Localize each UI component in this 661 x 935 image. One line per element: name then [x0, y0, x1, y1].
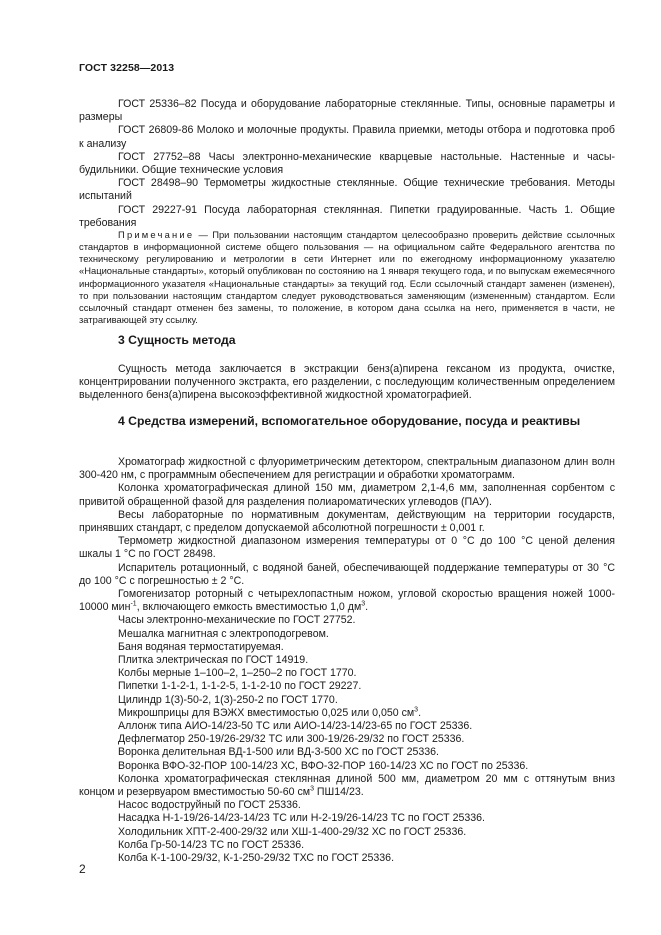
note-text: — При пользовании настоящим стандартом целесообразно проверить действие ссылочных стандартов в информационной системе общего пользования — на официальном сайте Федерального агентства по техническому регулированию и метрологии в сети Интернет или по ежегодному информационному указателю «Национальные стандарты», который опубликован по состоянию на 1 января текущего года, и по выпускам ежемесячного информационного указателя «Национальные стандарты» за текущий год. Если ссылочный стандарт заменен (изменен), то при пользовании настоящим стандартом следует руководствоваться заменяющим (измененным) стандартом. Если ссылочный стандарт отменен без замены, то положение, в котором дана ссылка на него, применяется в части, не затрагивающей эту ссылку.	[79, 229, 615, 326]
equipment-item: Колбы мерные 1–100–2, 1–250–2 по ГОСТ 1770.	[118, 667, 357, 680]
equipment-item: Испаритель ротационный, с водяной баней, обеспечивающей поддержание температуры от 30 °С до 100 °С с погрешностью ± 2 °С.	[79, 561, 615, 587]
equipment-item: Колба Гр-50-14/23 ТС по ГОСТ 25336.	[118, 838, 305, 851]
equipment-item: Холодильник ХПТ-2-400-29/32 или ХШ-1-400-29/32 ХС по ГОСТ 25336.	[118, 825, 467, 838]
reference-item: ГОСТ 25336–82 Посуда и оборудование лабораторные стеклянные. Типы, основные параметры и размеры	[79, 98, 615, 124]
reference-item: ГОСТ 29227-91 Посуда лабораторная стеклянная. Пипетки градуированные. Часть 1. Общие требования	[79, 203, 615, 229]
equipment-item: Насос водоструйный по ГОСТ 25336.	[118, 799, 301, 812]
section-3-heading: 3 Сущность метода	[118, 333, 236, 347]
equipment-item-homogenizer: Гомогенизатор роторный с четырехлопастным ножом, угловой скоростью вращения ножей 1000-10000 мин$^{-1}$, включающего емкость вместимостью 1,0 $дм^3$.	[79, 588, 615, 614]
reference-item: ГОСТ 27752–88 Часы электронно-механические кварцевые настольные. Настенные и часы-будильники. Общие технические условия	[79, 150, 615, 177]
note-paragraph	[79, 229, 615, 326]
reference-item: ГОСТ 26809-86 Молоко и молочные продукты. Правила приемки, методы отбора и подготовка проб к анализу	[79, 124, 615, 150]
equipment-item: Весы лабораторные по нормативным документам, действующим на территории государств, принявших стандарт, с пределом допускаемой абсолютной погрешности ± 0,001 г.	[79, 508, 615, 535]
equipment-item: Пипетки 1-1-2-1, 1-1-2-5, 1-1-2-10 по ГОСТ 29227.	[118, 680, 362, 693]
equipment-item: Колонка хроматографическая длиной 150 мм, диаметром 2,1-4,6 мм, заполненная сорбентом с привитой обращенной фазой для разделения полиароматических углеводов (ПАУ).	[79, 482, 615, 508]
section-3-body	[79, 363, 615, 403]
equipment-item: Цилиндр 1(3)-50-2, 1(3)-250-2 по ГОСТ 1770.	[118, 693, 338, 706]
equipment-item-microsyringe: Микрошприцы для ВЭЖХ вместимостью 0,025 или 0,050 $см^3$.	[118, 706, 422, 719]
page-number: 2	[79, 862, 86, 876]
equipment-item: Колба К-1-100-29/32, К-1-250-29/32 ТХС по ГОСТ 25336.	[118, 852, 395, 865]
page-header-standard-title: ГОСТ 32258—2013	[79, 62, 175, 74]
equipment-item: Воронка ВФО-32-ПОР 100-14/23 ХС, ВФО-32-ПОР 160-14/23 ХС по ГОСТ по 25336.	[118, 759, 529, 772]
equipment-item: Хроматограф жидкостной с флуориметрическим детектором, спектральным диапазоном длин волн 300-420 нм, с программным обеспечением для регистрации и обработки хроматограмм.	[79, 456, 615, 482]
note-block	[79, 229, 615, 326]
section-3-paragraph: Сущность метода заключается в экстракции бенз(а)пирена гексаном из продукта, очистке, концентрировании полученного экстракта, его разделении, с последующим количественным определением выделенного бенз(а)пирена высокоэффективной жидкостной хроматографией.	[79, 363, 615, 402]
equipment-item: Плитка электрическая по ГОСТ 14919.	[118, 654, 309, 667]
unit-superscript: 3	[310, 785, 314, 793]
equipment-item-glass-column: Колонка хроматографическая стеклянная длиной 500 мм, диаметром 20 мм с оттянутым вниз концом и резервуаром вместимостью 50-60 $см^3$ ПШ14/23.	[79, 772, 615, 799]
equipment-item: Аллонж типа АИО-14/23-50 ТС или АИО-14/23-14/23-65 по ГОСТ 25336.	[118, 720, 473, 733]
equipment-item: Воронка делительная ВД-1-500 или ВД-3-500 ХС по ГОСТ 25336.	[118, 746, 439, 759]
section-4-heading: 4 Средства измерений, вспомогательное оборудование, посуда и реактивы	[118, 414, 581, 428]
equipment-item: Часы электронно-механические по ГОСТ 27752.	[118, 614, 356, 627]
equipment-item: Дефлегматор 250-19/26-29/32 ТС или 300-19/26-29/32 по ГОСТ 25336.	[118, 733, 465, 746]
unit-superscript: 3	[361, 600, 366, 608]
note-label: Примечание	[118, 229, 195, 240]
section-4-body	[79, 456, 615, 865]
unit-superscript: -1	[130, 600, 137, 608]
equipment-item: Мешалка магнитная с электроподогревом.	[118, 627, 329, 640]
reference-item: ГОСТ 28498–90 Термометры жидкостные стеклянные. Общие технические требования. Методы испытаний	[79, 177, 615, 203]
equipment-item: Насадка Н-1-19/26-14/23-14/23 ТС или Н-2-19/26-14/23 ТС по ГОСТ 25336.	[118, 812, 485, 825]
equipment-item: Баня водяная термостатируемая.	[118, 640, 284, 653]
references-list	[79, 98, 615, 230]
unit-superscript: 3	[414, 706, 419, 714]
equipment-item: Термометр жидкостной диапазоном измерения температуры от 0 °С до 100 °С ценой деления шкалы 1 °С по ГОСТ 28498.	[79, 535, 615, 561]
